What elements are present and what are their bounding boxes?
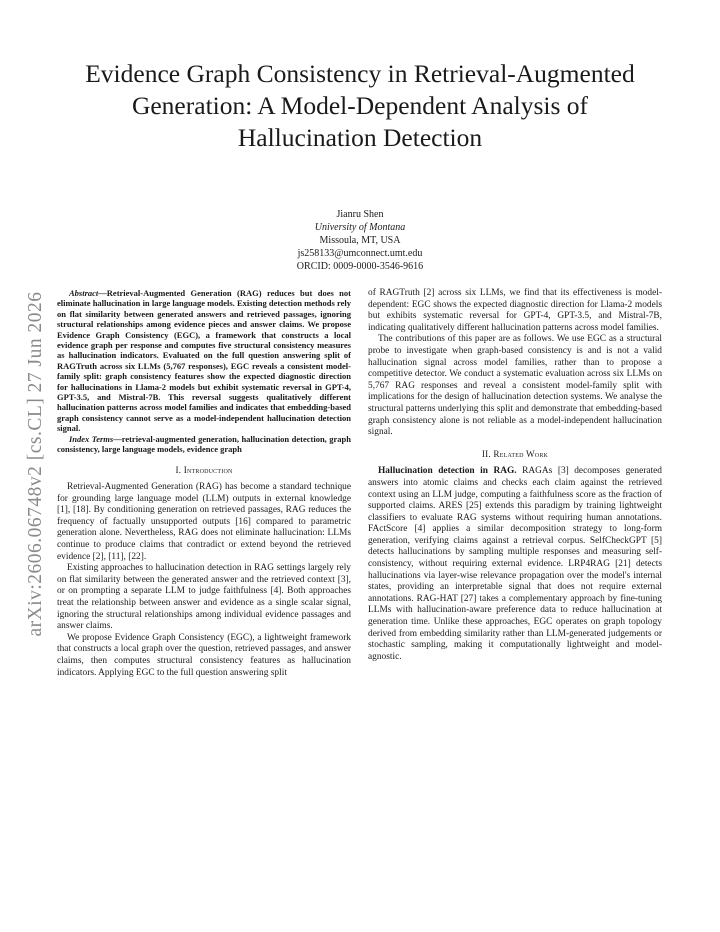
author-affiliation: University of Montana — [314, 222, 406, 233]
author-name: Jianru Shen — [336, 209, 384, 220]
index-terms-label: Index Terms — [69, 433, 114, 444]
author-location: Missoula, MT, USA — [319, 235, 401, 246]
abstract-text: —Retrieval-Augmented Generation (RAG) reduces but does not eliminate hallucination in large language models. Existing detection methods rely on flat similarity between generated answers and retrieved passages, ignoring structural relationships among evidence pieces and answer claims. We propose Evidence Graph Consistency (EGC), a framework that constructs a local evidence graph per response and computes five structural consistency measures as hallucination indicators. Evaluated on the full question answering split of RAGTruth across six LLMs (5,767 responses), EGC reveals a consistent model-family split: graph consistency features show the expected diagnostic direction for hallucinations in Llama-2 models but exhibit systematic reversal in GPT-4, GPT-3.5, and Mistral-7B. This reversal suggests qualitatively different hallucination patterns across model families and indicates that embedding-based graph consistency cannot serve as a model-independent hallucination detection signal. — [57, 288, 351, 434]
related-work-lead: Hallucination detection in RAG. — [378, 466, 517, 477]
related-work-text: RAGAs [3] decomposes generated answers into atomic claims and checks each claim against the retrieved context using an LLM judge, computing a faithfulness score as the fraction of supported claims. ARES [25] extends this paradigm by training lightweight classifiers to evaluate RAG systems without requiring human annotations. FActScore [4] applies a similar decomposition strategy to long-form generation, verifying claims against a retrieval corpus. SelfCheckGPT [5] detects hallucinations by sampling multiple responses and measuring self-consistency, without requiring external evidence. LRP4RAG [21] detects hallucinations via layer-wise relevance propagation over the model's internal states, providing an interpretable signal that does not require external annotations. RAG-HAT [27] takes a complementary approach by fine-tuning LLMs with hallucination-aware preference data to reduce hallucination at generation time. Unlike these approaches, EGC operates on graph topology derived from embedding similarity rather than LLM-generated judgements or stochastic sampling, making it computationally lightweight and model-agnostic. — [368, 466, 662, 662]
intro-paragraph: We propose Evidence Graph Consistency (EGC), a lightweight framework that constructs a local graph over the question, retrieved passages, and answer claims, then computes structural consistency features as hallucination indicators. Applying EGC to the full question answering split — [57, 632, 351, 678]
section-heading-introduction: I. Introduction — [175, 464, 233, 475]
left-column — [57, 288, 351, 679]
index-terms — [57, 434, 351, 455]
author-orcid: ORCID: 0009-0000-3546-9616 — [296, 261, 424, 272]
intro-paragraph: Existing approaches to hallucination detection in RAG settings largely rely on flat similarity between the generated answer and the retrieved context [3], or on prompting a separate LLM to judge faithfulness [4]. Both approaches treat the relationship between answer and evidence as a single scalar signal, ignoring the structural relationships among individual evidence passages and answer claims. — [57, 563, 351, 632]
intro-paragraph: Retrieval-Augmented Generation (RAG) has become a standard technique for grounding large language model (LLM) outputs in external knowledge [1], [18]. By conditioning generation on retrieved passages, RAG reduces the frequency of factually unsupported outputs [16] compared to parametric generation alone. Nevertheless, RAG does not eliminate hallucination: LLMs continue to produce claims that contradict or extend beyond the retrieved evidence [2], [11], [22]. — [57, 482, 351, 562]
index-terms-text: —retrieval-augmented generation, hallucination detection, graph consistency, large language models, evidence graph — [57, 433, 351, 455]
related-work-paragraph — [368, 466, 662, 663]
abstract — [57, 288, 351, 434]
intro-continuation: of RAGTruth [2] across six LLMs, we find that its effectiveness is model-dependent: EGC shows the expected diagnostic direction for Llama-2 models but exhibits systematic reversal for GPT-4, GPT-3.5, and Mistral-7B, indicating qualitatively different hallucination patterns across model families. — [368, 288, 662, 333]
author-email: js258133@umconnect.umt.edu — [297, 248, 423, 259]
arxiv-identifier: arXiv:2606.06748v2 [cs.CL] 27 Jun 2026 — [25, 291, 46, 637]
paper-title: Evidence Graph Consistency in Retrieval-Augmented Generation: A Model-Dependent Analysis of Hallucination Detection — [85, 59, 635, 152]
section-heading-related-work: II. Related Work — [481, 448, 549, 459]
abstract-label: Abstract — [69, 288, 99, 298]
author-block — [160, 208, 560, 273]
right-column — [368, 288, 662, 663]
contributions-paragraph: The contributions of this paper are as follows. We use EGC as a structural probe to investigate when graph-based consistency is and is not a valid hallucination signal across model families, rather than to propose a competitive detector. We conduct a systematic evaluation across six LLMs on 5,767 RAG responses and reveal a consistent model-family split with implications for the design of hallucination detection systems. We analyse the structural patterns underlying this split and demonstrate that embedding-based graph consistency alone is not reliable as a model-independent hallucination signal. — [368, 334, 662, 438]
